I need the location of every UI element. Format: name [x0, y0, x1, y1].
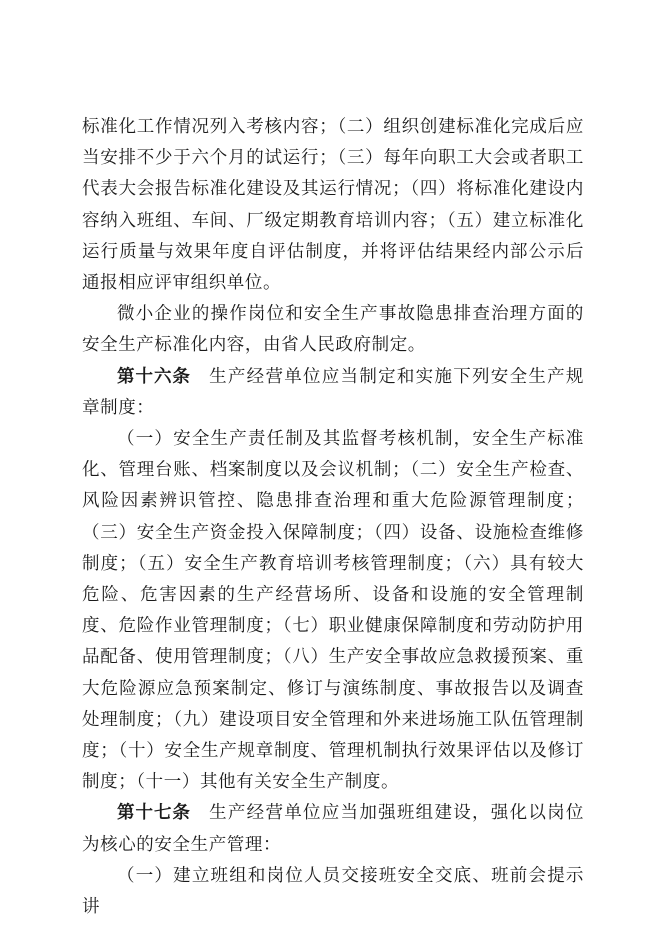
paragraph-text: 微小企业的操作岗位和安全生产事故隐患排查治理方面的安全生产标准化内容，由省人民政府制定。: [82, 304, 584, 356]
paragraph-text: （一）建立班组和岗位人员交接班安全交底、班前会提示讲: [82, 865, 584, 918]
paragraph-continuation: [82, 112, 584, 299]
regulation-text: [82, 112, 584, 923]
article-16: [82, 362, 584, 424]
paragraph-micro-enterprise: [82, 299, 584, 361]
article-number: 第十六条: [117, 366, 191, 387]
article-17-items: [82, 861, 584, 923]
article-16-items: [82, 424, 584, 798]
article-number: 第十七条: [117, 803, 191, 824]
paragraph-text: （一）安全生产责任制及其监督考核机制，安全生产标准化、管理台账、档案制度以及会议机制；（二）安全生产检查、风险因素辨识管控、隐患排查治理和重大危险源管理制度；（三）安全生产资金投入保障制度；（四）设备、设施检查维修制度；（五）安全生产教育培训考核管理制度；（六）具有较大危险、危害因素的生产经营场所、设备和设施的安全管理制度、危险作业管理制度；（七）职业健康保障制度和劳动防护用品配备、使用管理制度；（八）生产安全事故应急救援预案、重大危险源应急预案制定、修订与演练制度、事故报告以及调查处理制度；（九）建设项目安全管理和外来进场施工队伍管理制度；（十）安全生产规章制度、管理机制执行效果评估以及修订制度；（十一）其他有关安全生产制度。: [82, 429, 584, 793]
article-17: [82, 798, 584, 860]
article-text: 生产经营单位应当制定和实施下列安全生产规章制度：: [82, 366, 585, 418]
paragraph-text: 标准化工作情况列入考核内容；（二）组织创建标准化完成后应当安排不少于六个月的试运行；（三）每年向职工大会或者职工代表大会报告标准化建设及其运行情况；（四）将标准化建设内容纳入班组、车间、厂级定期教育培训内容；（五）建立标准化运行质量与效果年度自评估制度，并将评估结果经内部公示后通报相应评审组织单位。: [82, 117, 584, 294]
article-text: 生产经营单位应当加强班组建设，强化以岗位为核心的安全生产管理：: [82, 803, 585, 855]
